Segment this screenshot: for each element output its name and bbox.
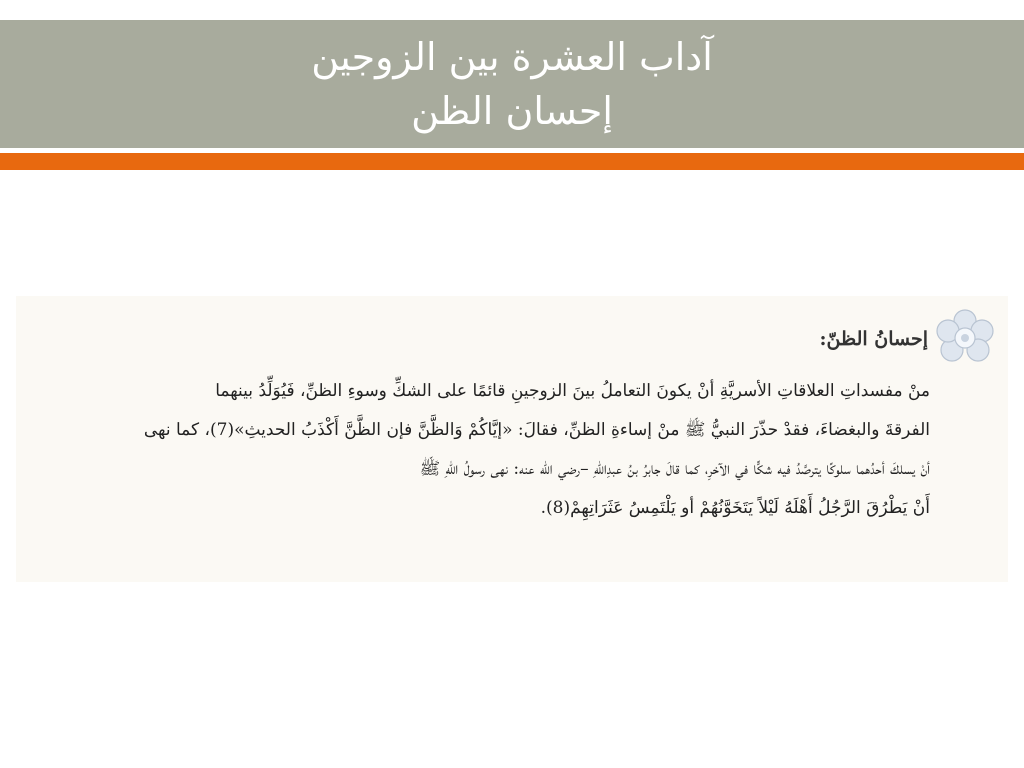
excerpt-line: أنْ يسلكَ أحدُهما سلوكًا يترصَّدُ فيه شكًّا في الآخرِ، كما قالَ جابرُ بنُ عبدِاللهِ –رضي الله عنه: نهى رسولُ اللهِ ﷺ <box>419 459 930 479</box>
excerpt-header <box>820 306 996 370</box>
slide-title: آداب العشرة بين الزوجين <box>311 35 713 79</box>
flower-ornament-icon <box>934 307 996 369</box>
slide-subtitle: إحسان الظن <box>411 89 613 133</box>
excerpt-line: الفرقةَ والبغضاءَ، فقدْ حذّرَ النبيُّ ﷺ منْ إساءةِ الظنِّ، فقالَ: «إيَّاكُمْ وَالظَّنَّ فإن الظَّنَّ أَكْذَبُ الحديثِ»(7)، كما نهى <box>143 420 930 440</box>
title-band <box>0 20 1024 148</box>
excerpt-heading: إحسانُ الظنّ: <box>819 328 928 350</box>
text-excerpt-image <box>16 296 1008 582</box>
excerpt-body <box>72 372 930 528</box>
accent-bar <box>0 153 1024 170</box>
excerpt-line: منْ مفسداتِ العلاقاتِ الأسريَّةِ أنْ يكونَ التعاملُ بينَ الزوجينِ قائمًا على الشكِّ وسوءِ الظنِّ، فَيُوَلِّدُ بينهما <box>215 381 930 401</box>
excerpt-line: أَنْ يَطْرُقَ الرَّجُلُ أَهْلَهُ لَيْلاً يَتَخَوَّنُهُمْ أو يَلْتَمِسُ عَثَرَاتِهِمْ(8). <box>540 498 930 518</box>
